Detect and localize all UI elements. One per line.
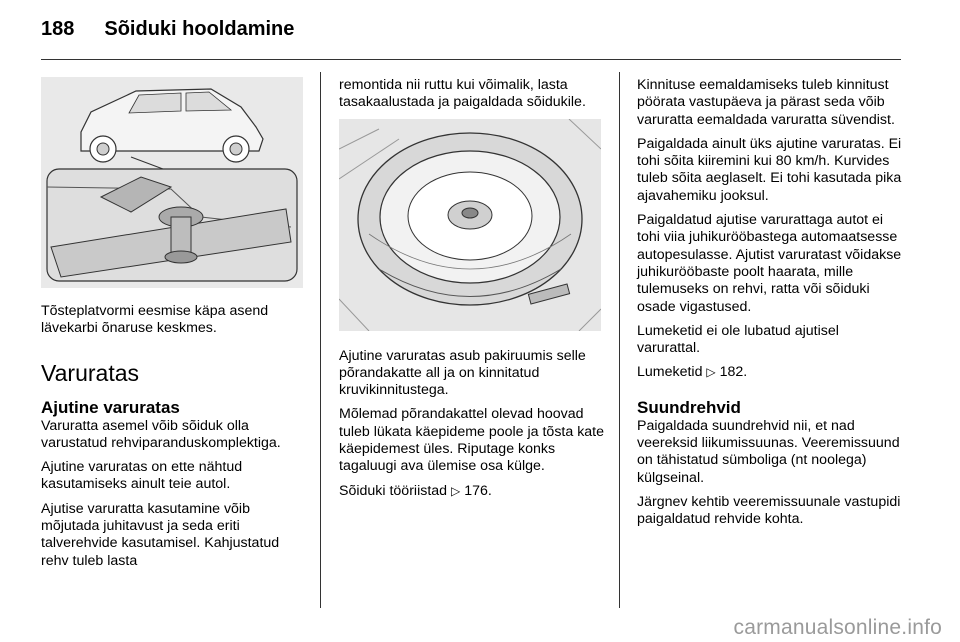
car-jack-illustration	[41, 77, 303, 288]
paragraph: Järgnev kehtib veeremissuunale vastupidi paigaldatud rehvide kohta.	[637, 493, 901, 528]
paragraph	[339, 483, 605, 500]
watermark: carmanualsonline.info	[733, 616, 942, 639]
paragraph: Ajutise varuratta kasutamine võib mõjutada juhitavust ja seda eriti talverehvide kasutamisel. Kahjustatud rehv tuleb lasta	[41, 500, 280, 569]
column-3	[637, 77, 905, 536]
cross-reference-label: Lumeketid	[637, 364, 703, 381]
subheading-suundrehvid: Suundrehvid	[637, 397, 741, 417]
cross-reference-page: 182.	[719, 364, 748, 381]
paragraph: Ajutine varuratas on ette nähtud kasutamiseks ainult teie autol.	[41, 459, 243, 493]
chapter-title: Sõiduki hooldamine	[104, 18, 295, 40]
cross-reference-page: 176.	[464, 482, 492, 499]
reference-triangle-icon: ▷	[451, 483, 461, 498]
paragraph: Paigaldatud ajutise varurattaga autot ei tohi viia juhikuröö​bastega automaatsesse autopesulasse. Ajutist varuratast võidakse juhikuröö​baste poolt haarata, mille tulemuseks on rehvi, ratta või sõiduki osade vigastused.	[637, 212, 902, 315]
paragraph: Varuratta asemel võib sõiduk olla varustatud rehviparanduskomplektiga.	[41, 417, 281, 451]
paragraph: Paigaldada ainult üks ajutine varuratas. Ei tohi sõita kiiremini kui 80 km/h. Kurvides tuleb sõita aeglaselt. Ei tohi kasutada pika ajavahemiku jooksul.	[637, 135, 902, 204]
paragraph	[637, 364, 905, 381]
cross-reference-label: Sõiduki tööriistad	[339, 482, 448, 499]
header-rule	[41, 59, 901, 60]
column-divider-1	[320, 72, 321, 608]
paragraph: remontida nii ruttu kui võimalik, lasta tasakaalustada ja paigaldada sõidukile.	[339, 77, 586, 111]
figure-caption: Tõsteplatvormi eesmise käpa asend lävekarbi õnaruse keskmes.	[41, 303, 269, 337]
spare-wheel-figure	[339, 119, 601, 331]
spare-wheel-illustration	[339, 119, 601, 331]
column-2	[339, 77, 605, 507]
page-number: 188	[41, 18, 75, 40]
lifting-point-figure	[41, 77, 303, 288]
paragraph: Mõlemad põrandakattel olevad hoovad tuleb lükata käepideme poole ja tõsta kate käepidemest üles. Riputage konks tagaluugi ava ülemise osa külge.	[339, 406, 605, 475]
paragraph: Lumeketid ei ole lubatud ajutisel varurattal.	[637, 322, 839, 357]
paragraph: Ajutine varuratas asub pakiruumis selle põrandakatte all ja on kinnitatud kruvikinnitustega.	[339, 347, 586, 399]
column-1	[41, 77, 303, 577]
column-divider-2	[619, 72, 620, 608]
paragraph: Kinnituse eemaldamiseks tuleb kinnitust pöörata vastupäeva ja pärast seda võib varuratta eemaldada varuratta süvendist.	[637, 77, 895, 128]
paragraph: Paigaldada suundrehvid nii, et nad veereksid liikumissuunas. Veeremissuund on tähistatud sümboliga (nt noolega) külgseinal.	[637, 417, 900, 486]
reference-triangle-icon: ▷	[706, 365, 716, 380]
section-heading-varuratas: Varuratas	[41, 359, 140, 386]
page-header	[41, 18, 294, 48]
subheading-ajutine-varuratas: Ajutine varuratas	[41, 397, 180, 417]
